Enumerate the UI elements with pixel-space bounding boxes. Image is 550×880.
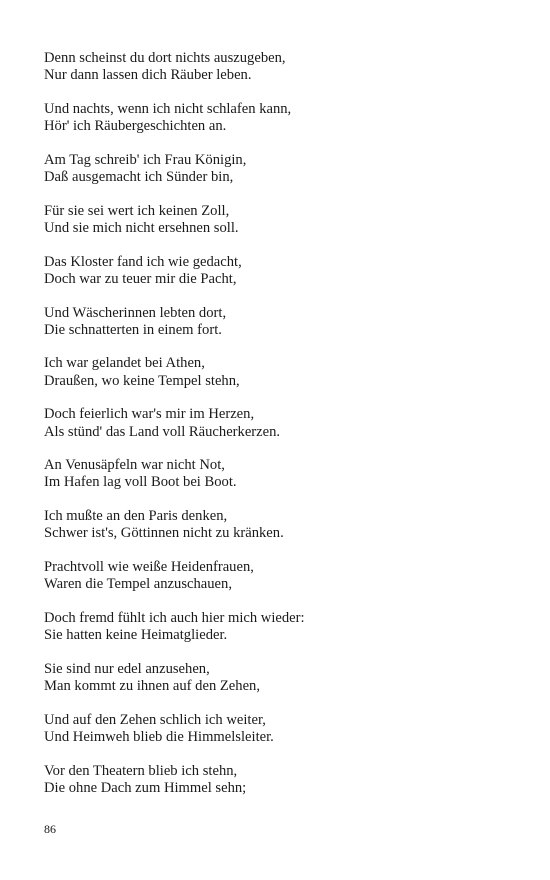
stanza (44, 457, 524, 491)
verse-line: Ich war gelandet bei Athen, (44, 355, 205, 372)
stanza (44, 508, 524, 542)
stanza (44, 763, 524, 797)
verse-line: Schwer ist's, Göttinnen nicht zu kränken. (44, 525, 284, 542)
verse-line: Vor den Theatern blieb ich stehn, (44, 762, 238, 779)
stanza (44, 50, 524, 84)
verse-line: Als stünd' das Land voll Räucherkerzen. (44, 423, 281, 440)
verse-line: Waren die Tempel anzuschauen, (44, 576, 232, 593)
verse-line: Die ohne Dach zum Himmel sehn; (44, 779, 247, 796)
verse-line: Das Kloster fand ich wie gedacht, (44, 253, 242, 270)
verse-line: Doch war zu teuer mir die Pacht, (44, 270, 237, 287)
verse-line: Ich mußte an den Paris denken, (44, 508, 228, 525)
verse-line: Und Wäscherinnen lebten dort, (44, 304, 227, 321)
verse-line: Die schnatterten in einem fort. (44, 321, 222, 338)
stanza (44, 406, 524, 440)
verse-line: Prachtvoll wie weiße Heidenfrauen, (44, 559, 254, 576)
stanza (44, 101, 524, 135)
stanza (44, 254, 524, 288)
page-number: 86 (44, 822, 56, 836)
poem-body (44, 50, 524, 814)
verse-line: Und sie mich nicht ersehnen soll. (44, 219, 239, 236)
verse-line: Sie hatten keine Heimatglieder. (44, 627, 228, 644)
verse-line: Am Tag schreib' ich Frau Königin, (44, 151, 247, 168)
stanza (44, 305, 524, 339)
verse-line: Sie sind nur edel anzusehen, (44, 660, 210, 677)
stanza (44, 610, 524, 644)
stanza (44, 661, 524, 695)
verse-line: Und auf den Zehen schlich ich weiter, (44, 711, 266, 728)
stanza (44, 712, 524, 746)
verse-line: Nur dann lassen dich Räuber leben. (44, 67, 252, 84)
verse-line: An Venusäpfeln war nicht Not, (44, 457, 225, 474)
stanza (44, 152, 524, 186)
stanza (44, 355, 524, 389)
verse-line: Daß ausgemacht ich Sünder bin, (44, 169, 234, 186)
verse-line: Für sie sei wert ich keinen Zoll, (44, 202, 230, 219)
verse-line: Draußen, wo keine Tempel stehn, (44, 372, 240, 389)
verse-line: Im Hafen lag voll Boot bei Boot. (44, 474, 237, 491)
stanza (44, 559, 524, 593)
stanza (44, 203, 524, 237)
verse-line: Und nachts, wenn ich nicht schlafen kann, (44, 100, 292, 117)
verse-line: Hör' ich Räubergeschichten an. (44, 118, 227, 135)
verse-line: Man kommt zu ihnen auf den Zehen, (44, 678, 261, 695)
verse-line: Denn scheinst du dort nichts auszugeben, (44, 50, 286, 66)
verse-line: Und Heimweh blieb die Himmelsleiter. (44, 728, 274, 745)
verse-line: Doch fremd fühlt ich auch hier mich wieder: (44, 609, 305, 626)
verse-line: Doch feierlich war's mir im Herzen, (44, 406, 255, 423)
